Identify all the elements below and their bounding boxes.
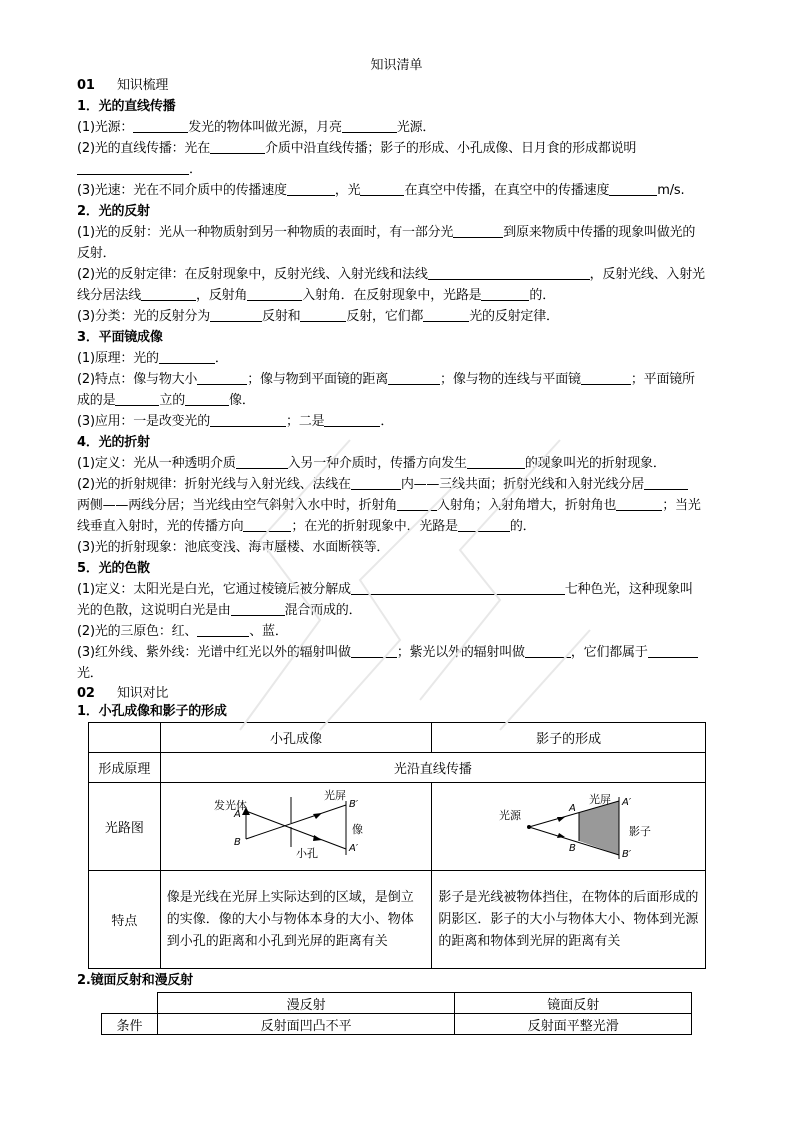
fill-blank[interactable] (115, 391, 159, 406)
fill-blank[interactable] (287, 181, 335, 196)
text-line: (2)特点：像与物大小 ；像与物到平面镜的距离 ；像与物的连线与平面镜 ；平面镜所 (77, 372, 695, 387)
col-header: 影子的形成 (432, 723, 706, 753)
table-cell: 光沿直线传播 (160, 753, 705, 783)
fill-blank[interactable] (616, 496, 662, 511)
fill-blank[interactable] (644, 475, 688, 490)
text-line: 线分居法线 ，反射角 入射角．在反射现象中，光路是 的． (77, 288, 556, 303)
fill-blank[interactable] (525, 643, 571, 658)
fill-blank[interactable] (609, 181, 657, 196)
label-screen: 光屏 (588, 792, 611, 806)
fill-blank[interactable] (185, 391, 229, 406)
fill-blank[interactable] (247, 286, 302, 301)
fill-blank[interactable] (197, 622, 249, 637)
text-line: (1)原理：光的 ． (77, 351, 228, 366)
table-cell: 像是光线在光屏上实际达到的区域，是倒立的实像．像的大小与物体本身的大小、物体到小孔的距离和小孔到光屏的距离有关 (160, 871, 432, 969)
fill-blank[interactable] (388, 370, 440, 385)
shadow-diagram (469, 789, 669, 865)
label-image: 像 (352, 822, 364, 836)
fill-blank[interactable] (397, 496, 437, 511)
text-line: (3)光速：光在不同介质中的传播速度 ，光 在真空中传播，在真空中的传播速度 m/s. (77, 183, 685, 198)
text-line: 线垂直入射时，光的传播方向 ；在光的折射现象中，光路是 的． (77, 519, 536, 534)
table-cell: 反射面凹凸不平 (157, 1014, 454, 1035)
heading-2: 2．光的反射 (77, 204, 150, 219)
fill-blank[interactable] (453, 223, 503, 238)
fill-blank[interactable] (324, 412, 380, 427)
comparison-table-pinhole-shadow (88, 722, 706, 969)
fill-blank[interactable] (648, 643, 698, 658)
heading-3: 3．平面镜成像 (77, 330, 163, 345)
section-label: 知识对比 (117, 686, 169, 701)
table-cell: 影子是光线被物体挡住，在物体的后面形成的阴影区．影子的大小与物体大小、物体到光源的距离和物体到光屏的距离有关 (432, 871, 706, 969)
fill-blank[interactable] (423, 307, 469, 322)
section-number: 01 (77, 78, 95, 93)
fill-blank[interactable] (197, 370, 247, 385)
fill-blank[interactable] (351, 643, 397, 658)
fill-blank[interactable] (342, 118, 397, 133)
svg-text:A: A (234, 808, 241, 820)
doc-title: 知识清单 (370, 58, 423, 73)
section-heading-01 (77, 76, 747, 96)
text-line: 光． (77, 666, 103, 681)
comparison-table-reflection (101, 992, 692, 1035)
heading-4: 4．光的折射 (77, 435, 150, 450)
col-header: 小孔成像 (160, 723, 432, 753)
svg-text:A′: A′ (621, 796, 631, 808)
fill-blank[interactable] (360, 181, 404, 196)
section-heading-02 (77, 684, 747, 704)
fill-blank[interactable] (300, 307, 346, 322)
text-line: (1)光的反射：光从一种物质射到另一种物质的表面时，有一部分光 到原来物质中传播的现象叫做光的 (77, 225, 696, 240)
fill-blank[interactable] (77, 160, 189, 175)
text-line: (3)分类：光的反射分为 反射和 反射，它们都 光的反射定律． (77, 309, 559, 324)
text-line: (2)光的直线传播：光在 介质中沿直线传播；影子的形成、小孔成像、日月食的形成都说明 (77, 141, 637, 156)
fill-blank[interactable] (133, 118, 188, 133)
svg-text:B: B (568, 842, 576, 854)
fill-blank[interactable] (428, 265, 590, 280)
svg-text:B′: B′ (621, 848, 631, 860)
row-label: 光路图 (89, 783, 161, 871)
fill-blank[interactable] (467, 454, 525, 469)
fill-blank[interactable] (243, 517, 291, 532)
svg-text:B: B (234, 836, 241, 848)
text-line: (3)光的折射现象：池底变浅、海市蜃楼、水面断筷等． (77, 540, 390, 555)
label-screen: 光屏 (324, 788, 347, 802)
text-line: (2)光的反射定律：在反射现象中，反射光线、入射光线和法线 ，反射光线、入射光 (77, 267, 705, 282)
text-line: (3)红外线、紫外线：光谱中红光以外的辐射叫做 ；紫光以外的辐射叫做 ，它们都属于 (77, 643, 747, 663)
col-header: 漫反射 (157, 993, 454, 1014)
fill-blank[interactable] (141, 286, 196, 301)
table-cell: 反射面平整光滑 (455, 1014, 692, 1035)
text-line: (1)定义：光从一种透明介质 入另一种介质时，传播方向发生 的现象叫光的折射现象． (77, 456, 666, 471)
row-label: 形成原理 (89, 753, 161, 783)
fill-blank[interactable] (159, 349, 215, 364)
text-line: (3)应用：一是改变光的 ；二是 ． (77, 414, 394, 429)
heading-5: 5．光的色散 (77, 561, 150, 576)
text-line: ． (77, 160, 747, 180)
text-line: (1)定义：太阳光是白光，它通过棱镜后被分解成 七种色光，这种现象叫 (77, 582, 693, 597)
text-line: 成的是 立的 像． (77, 393, 255, 408)
row-label: 特点 (89, 871, 161, 969)
pinhole-diagram (196, 789, 396, 865)
diagram-cell (160, 783, 432, 871)
label-hole: 小孔 (296, 846, 319, 860)
section-number: 02 (77, 686, 95, 701)
fill-blank[interactable] (210, 139, 265, 154)
label-source: 光源 (498, 808, 521, 822)
fill-blank[interactable] (236, 454, 288, 469)
col-header: 镜面反射 (455, 993, 692, 1014)
heading-7: 2.镜面反射和漫反射 (77, 973, 193, 988)
text-line: 反射． (77, 246, 116, 261)
heading-6: 1．小孔成像和影子的形成 (77, 704, 227, 719)
text-line: (2)光的三原色：红、 、蓝． (77, 624, 288, 639)
fill-blank[interactable] (458, 517, 510, 532)
text-line: (2)光的折射规律：折射光线与入射光线、法线在 内——三线共面；折射光线和入射光线分居 (77, 475, 747, 495)
heading-1: 1．光的直线传播 (77, 99, 176, 114)
text-line: 两侧——两线分居；当光线由空气斜射入水中时，折射角 入射角；入射角增大，折射角也 ；当光 (77, 498, 701, 513)
fill-blank[interactable] (581, 370, 631, 385)
svg-text:B′: B′ (349, 798, 359, 810)
text-line: (1)光源： 发光的物体叫做光源，月亮 光源． (77, 120, 436, 135)
fill-blank[interactable] (231, 601, 285, 616)
fill-blank[interactable] (351, 475, 401, 490)
svg-text:A: A (568, 802, 576, 814)
label-shadow: 影子 (628, 824, 651, 838)
fill-blank[interactable] (351, 580, 565, 595)
section-label: 知识梳理 (117, 78, 169, 93)
diagram-cell (432, 783, 706, 871)
fill-blank[interactable] (210, 412, 286, 427)
text-line: 光的色散，这说明白光是由 混合而成的． (77, 603, 362, 618)
fill-blank[interactable] (210, 307, 262, 322)
row-label: 条件 (102, 1014, 158, 1035)
fill-blank[interactable] (481, 286, 529, 301)
label-source: 发光体 (214, 798, 248, 812)
svg-text:A′: A′ (349, 842, 359, 854)
